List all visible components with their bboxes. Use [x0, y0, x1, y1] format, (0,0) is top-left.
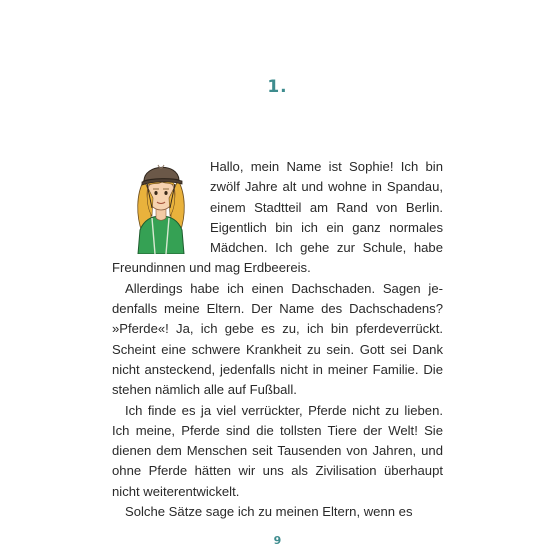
paragraph: Ich finde es ja viel verrückter, Pferde nicht zu lieben. Ich meine, Pferde sind die tollsten Tiere der Welt! Sie dienen dem Menschen seit Tausenden von Jahren, und ohne Pferde hätten wir uns als Zivilisation überhaupt nicht weiterentwickelt. [112, 402, 443, 499]
paragraph: Hallo, mein Name ist Sophie! Ich bin zwölf Jahre alt und wohne in Spandau, einem Stadtteil am Rand von Berlin. Eigentlich bin ich ein ganz normales Mädchen. Ich gehe zur Schule, habe Freundinnen und mag Erdbeereis. [112, 159, 443, 276]
paragraph: Solche Sätze sage ich zu meinen Eltern, wenn es [125, 504, 413, 520]
chapter-number: 1. [267, 77, 288, 97]
paragraph: Allerdings habe ich einen Dachschaden. Sagen jedenfalls meine Eltern. Der Name des Dachschadens? »Pferde«! Ja, ich gebe es zu, ich bin pferdeverrückt. Scheint eine schwere Krankheit zu sein. Gott sei Dank nicht ansteckend, jedenfalls nicht in meiner Familie. Die stehen nämlich alle auf Fußball. [112, 280, 443, 398]
page-number: 9 [273, 534, 282, 547]
body-text [112, 157, 443, 522]
girl-with-riding-helmet-icon [122, 154, 204, 254]
